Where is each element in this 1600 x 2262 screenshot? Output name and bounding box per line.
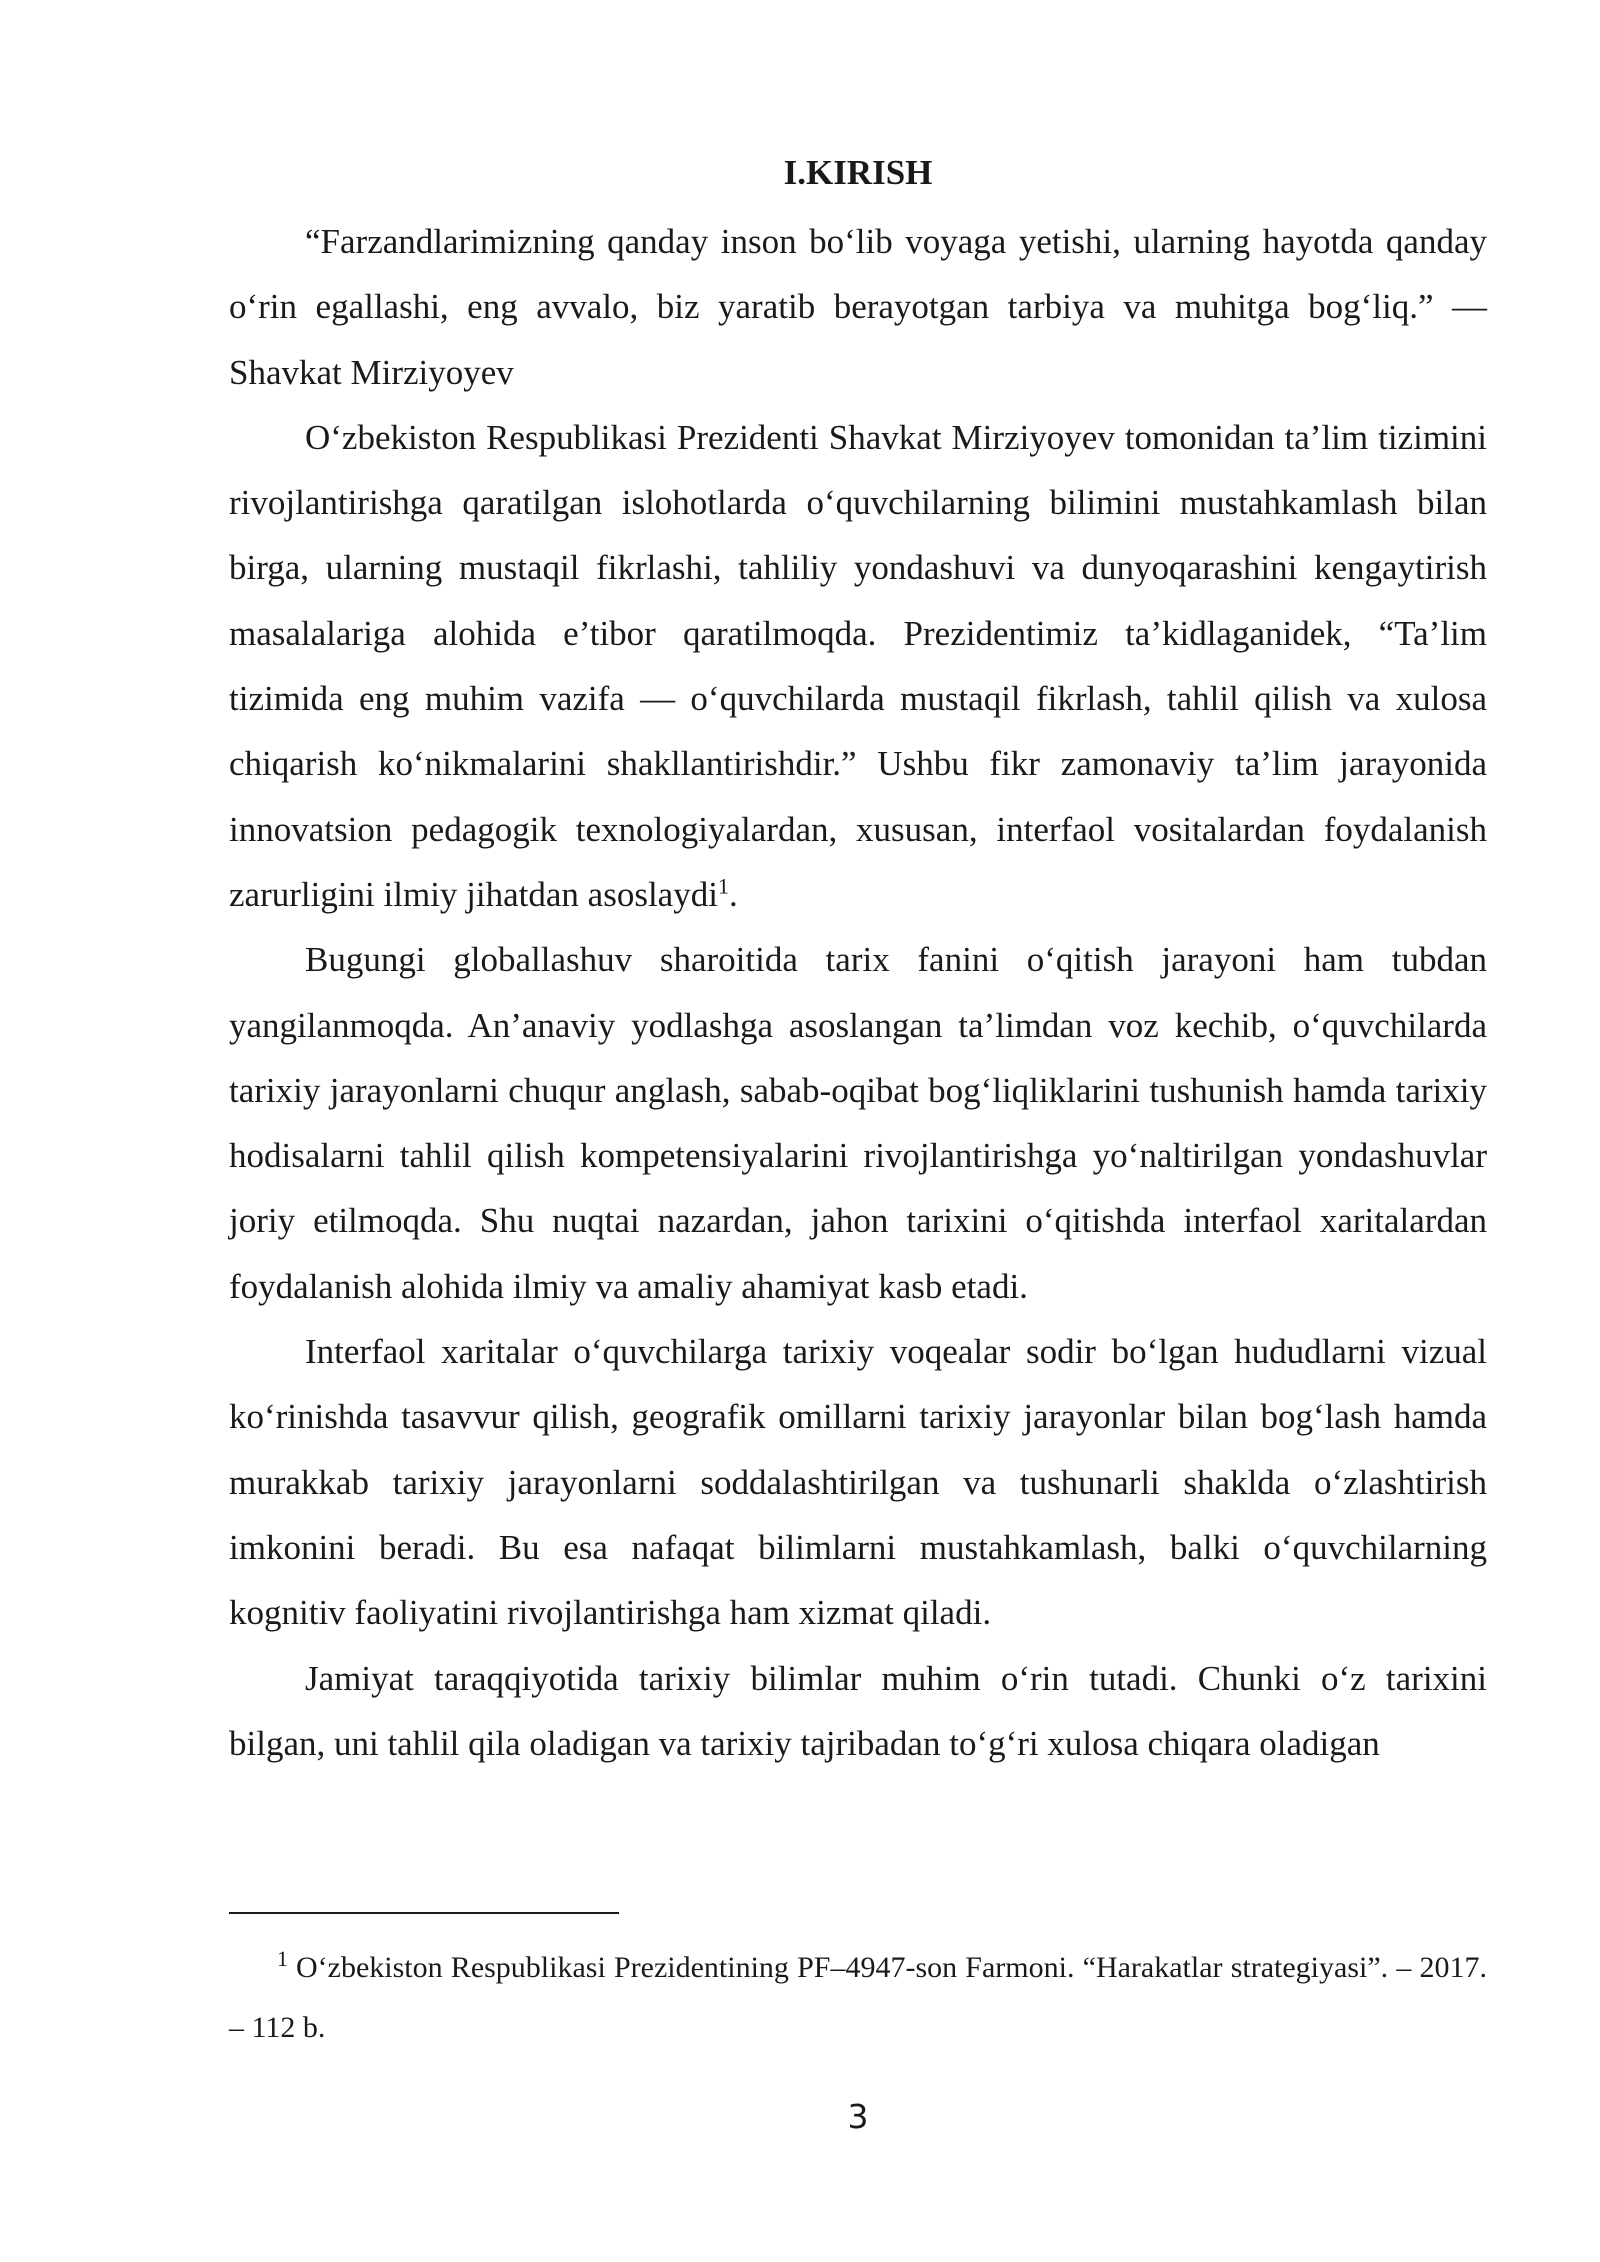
section-title: I.KIRISH <box>783 153 933 192</box>
body-text <box>229 209 1487 1776</box>
footnote-separator <box>229 1912 619 1914</box>
footnote-mark: 1 <box>277 1946 288 1971</box>
epigraph-paragraph: “Farzandlarimizning qanday inson bo‘lib voyaga yetishi, ularning hayotda qanday o‘rin egallashi, eng avvalo, biz yaratib berayotgan tarbiya va muhitga bog‘liq.” — Shavkat Mirziyoyev <box>229 222 1487 392</box>
footnote-text: O‘zbekiston Respublikasi Prezidentining PF–4947-son Farmoni. “Harakatlar strategiyasi”. – 2017. – 112 b. <box>229 1951 1487 2044</box>
body-paragraph: Interfaol xaritalar o‘quvchilarga tarixiy voqealar sodir bo‘lgan hududlarni vizual ko‘rinishda tasavvur qilish, geografik omillarni tarixiy jarayonlar bilan bog‘lash hamda murakkab tarixiy jarayonlarni soddalashtirilgan va tushunarli shaklda o‘zlashtirish imkonini beradi. Bu esa nafaqat bilimlarni mustahkamlash, balki o‘quvchilarning kognitiv faoliyatini rivojlantirishga ham xizmat qiladi. <box>229 1332 1487 1633</box>
body-paragraph: Bugungi globallashuv sharoitida tarix fanini o‘qitish jarayoni ham tubdan yangilanmoqda. An’anaviy yodlashga asoslangan ta’limdan voz kechib, o‘quvchilarda tarixiy jarayonlarni chuqur anglash, sabab-oqibat bog‘liqliklarini tushunish hamda tarixiy hodisalarni tahlil qilish kompetensiyalarini rivojlantirishga yo‘naltirilgan yondashuvlar joriy etilmoqda. Shu nuqtai nazardan, jahon tarixini o‘qitishda interfaol xaritalardan foydalanish alohida ilmiy va amaliy ahamiyat kasb etadi. <box>229 940 1487 1306</box>
footnote-reference[interactable]: 1 <box>717 873 729 899</box>
footnote <box>229 1938 1487 2058</box>
page-number: 3 <box>847 2097 869 2136</box>
paragraph-text: O‘zbekiston Respublikasi Prezidenti Shavkat Mirziyoyev tomonidan ta’lim tizimini rivojlantirishga qaratilgan islohotlarda o‘quvchilarning bilimini mustahkamlash bilan birga, ularning mustaqil fikrlashi, tahliliy yondashuvi va dunyoqarashini kengaytirish masalalariga alohida e’tibor qaratilmoqda. Prezidentimiz ta’kidlaganidek, “Ta’lim tizimida eng muhim vazifa — o‘quvchilarda mustaqil fikrlash, tahlil qilish va xulosa chiqarish ko‘nikmalarini shakllantirishdir.” Ushbu fikr zamonaviy ta’lim jarayonida innovatsion pedagogik texnologiyalardan, xususan, interfaol vositalardan foydalanish zarurligini ilmiy jihatdan asoslaydi <box>229 417 1487 914</box>
body-paragraph <box>229 405 1487 927</box>
body-paragraph: Jamiyat taraqqiyotida tarixiy bilimlar muhim o‘rin tutadi. Chunki o‘z tarixini bilgan, uni tahlil qila oladigan va tarixiy tajribadan to‘g‘ri xulosa chiqara oladigan <box>229 1658 1487 1763</box>
paragraph-end-punctuation: . <box>728 874 738 914</box>
